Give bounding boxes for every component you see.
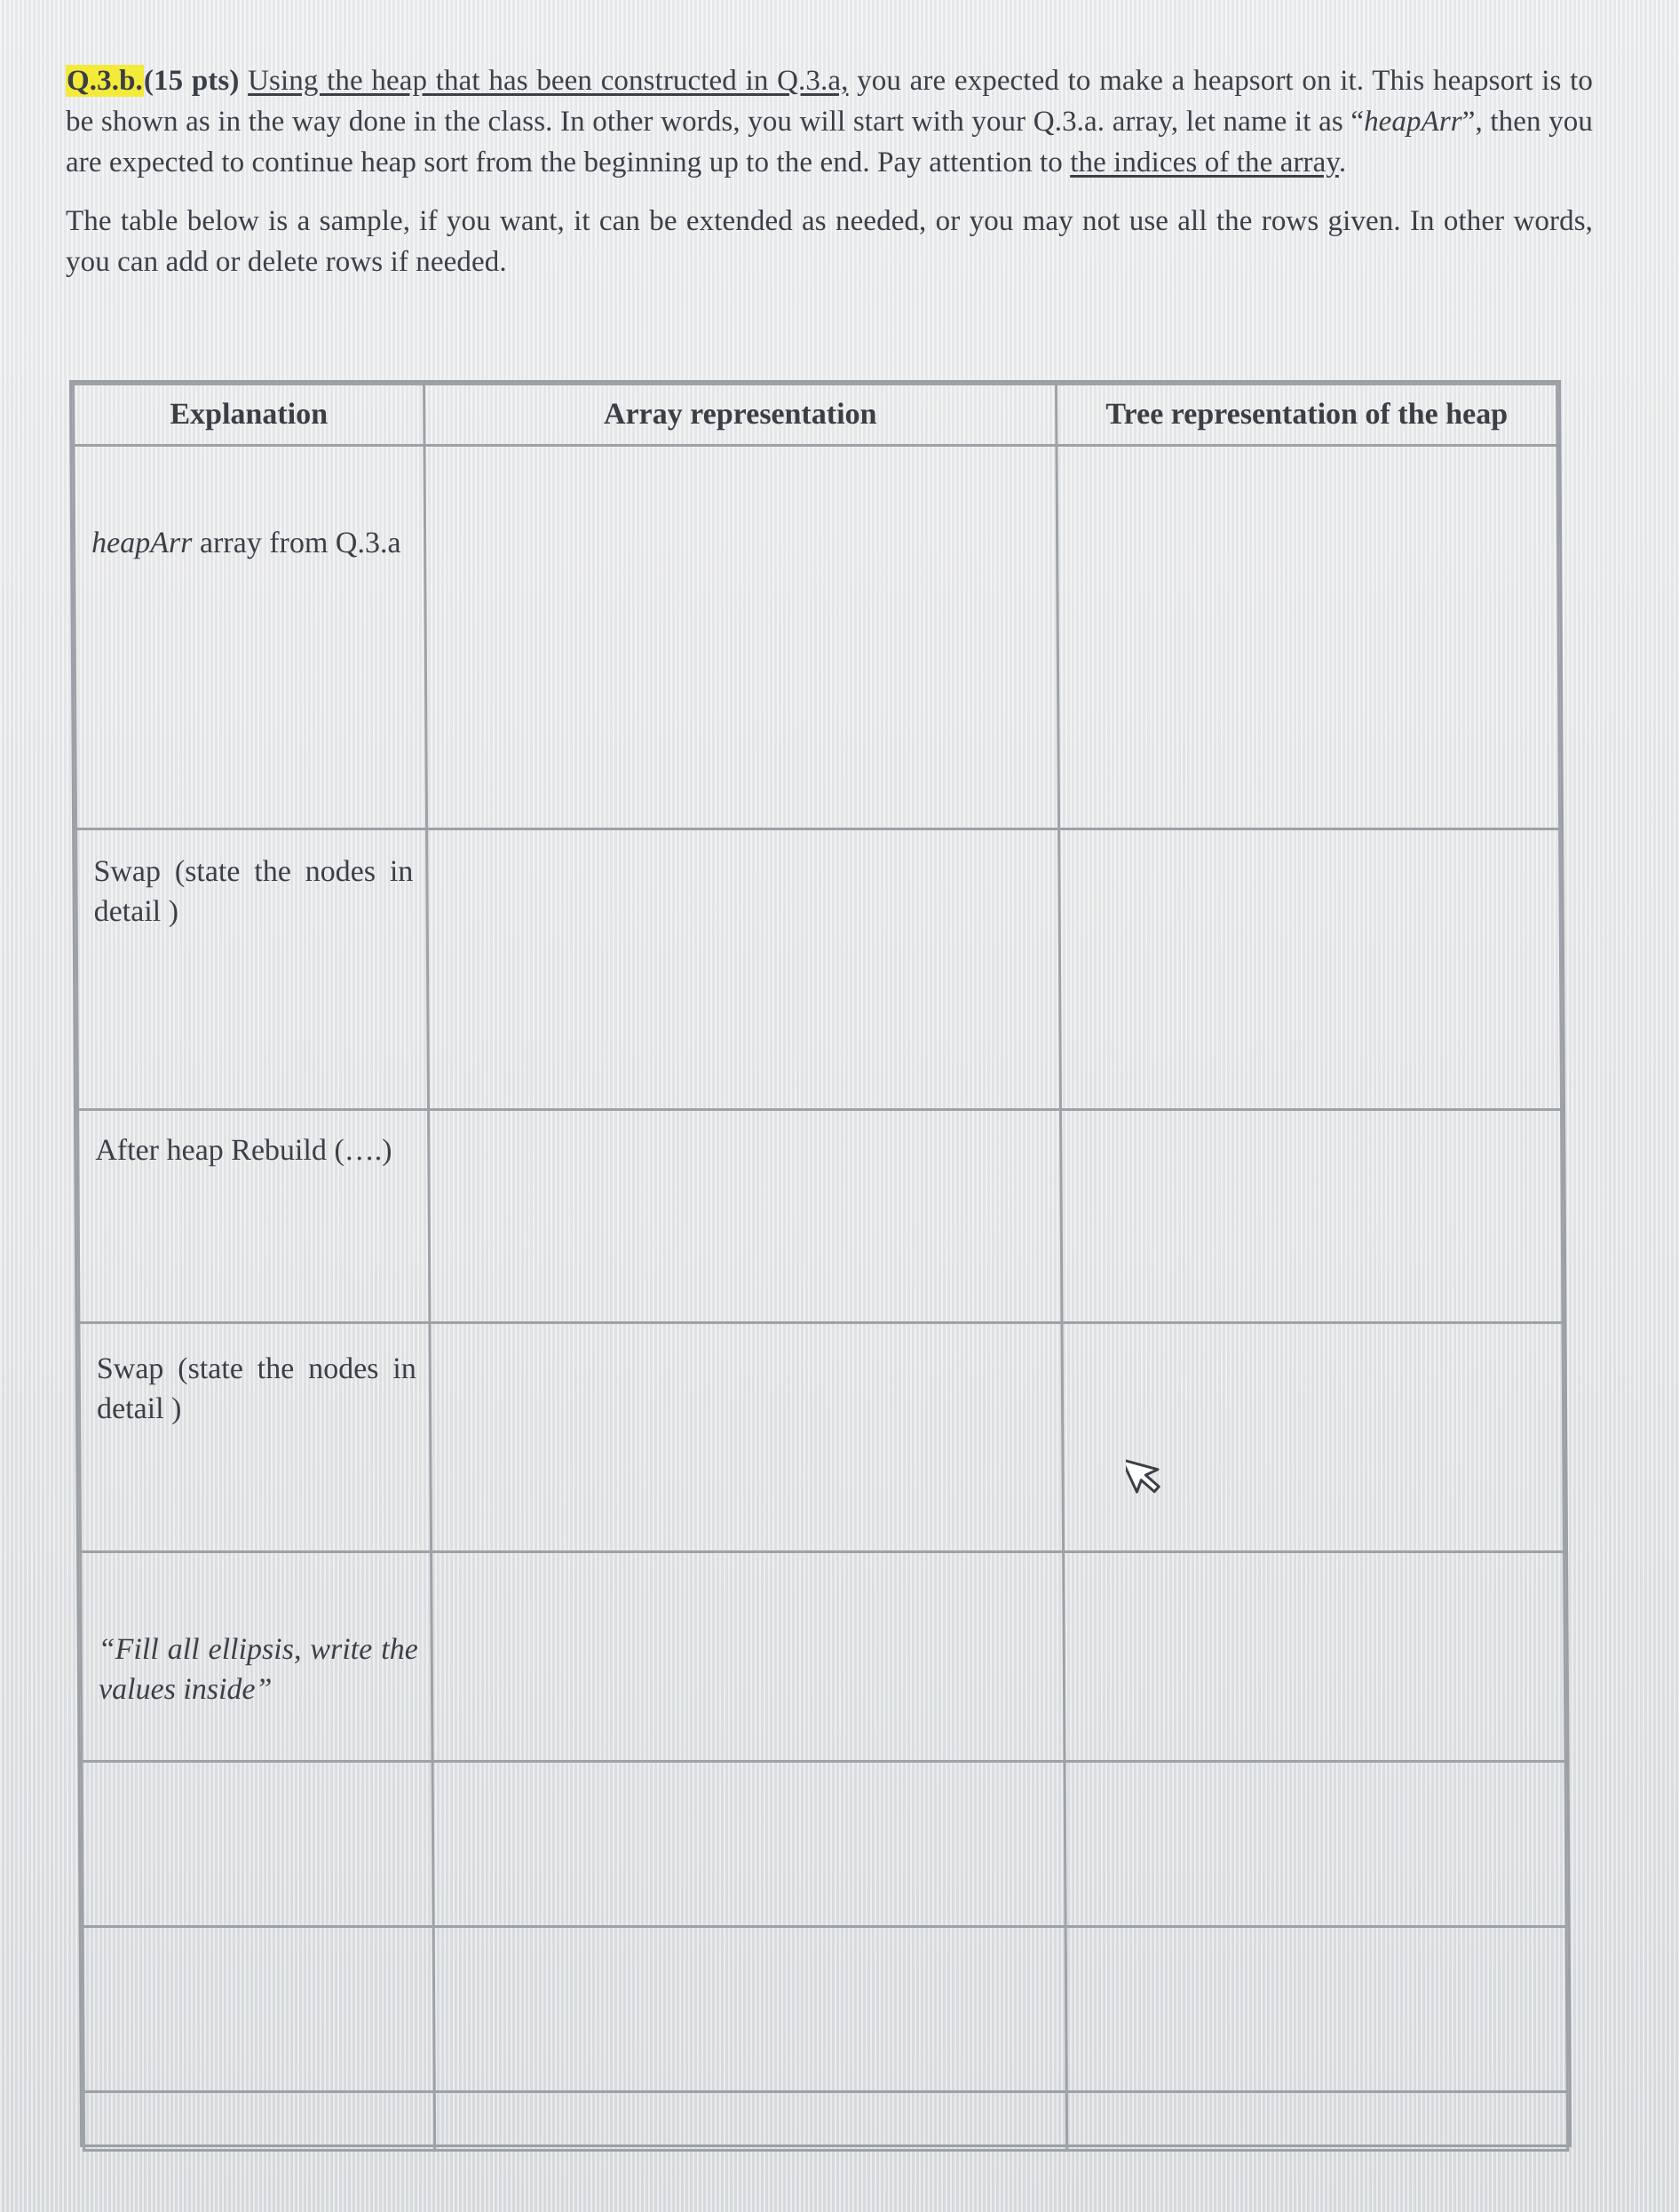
header-row	[74, 385, 1557, 446]
table-row	[74, 446, 1560, 829]
tree-cell[interactable]	[1065, 1762, 1566, 1927]
table-row	[79, 1323, 1564, 1552]
array-cell[interactable]	[429, 1110, 1062, 1323]
array-cell[interactable]	[434, 2092, 1066, 2151]
header-array-representation: Array representation	[424, 385, 1057, 446]
tree-cell[interactable]	[1062, 1323, 1564, 1552]
question-underlined-start: Using the heap that has been constructed in Q.3.a,	[248, 65, 849, 97]
explanation-text: “Fill all ellipsis, write the values inside”	[98, 1633, 418, 1706]
explanation-text: Swap (state the nodes in detail )	[96, 1352, 416, 1425]
question-text	[66, 60, 1593, 282]
table-row	[83, 1927, 1567, 2092]
array-cell[interactable]	[433, 1927, 1066, 2092]
heaparr-name: heapArr	[91, 527, 193, 559]
explanation-cell	[81, 1552, 432, 1762]
explanation-cell[interactable]	[82, 1762, 433, 1927]
explanation-rest: array from Q.3.a	[192, 527, 401, 559]
explanation-text	[75, 447, 424, 563]
tree-cell[interactable]	[1065, 1927, 1567, 2092]
question-body-cont: ”, then you are expected to continue heap sort from the beginning up to the end. Pay attention to	[66, 106, 1593, 178]
heapsort-table	[72, 383, 1569, 2152]
table-row	[76, 829, 1562, 1110]
table-row	[81, 1552, 1565, 1762]
explanation-cell[interactable]	[83, 1927, 434, 2092]
table-row	[83, 2092, 1567, 2151]
mouse-pointer-icon	[1126, 1447, 1165, 1497]
array-cell[interactable]	[424, 446, 1059, 829]
tree-cell[interactable]	[1059, 829, 1562, 1110]
question-points: (15 pts)	[143, 65, 240, 97]
table-row	[78, 1110, 1563, 1323]
explanation-cell	[76, 829, 429, 1110]
explanation-cell[interactable]	[83, 2092, 434, 2151]
explanation-text: Swap (state the nodes in detail )	[93, 855, 414, 928]
array-cell[interactable]	[430, 1323, 1064, 1552]
question-body: you are expected to make a heapsort on it. This heapsort is to be shown as in the way done in the class. In other words, you will start with your Q.3.a. array, let name it as “	[66, 65, 1593, 138]
explanation-text: After heap Rebuild (….)	[95, 1134, 392, 1167]
tree-cell[interactable]	[1064, 1552, 1565, 1762]
question-end-period: .	[1338, 147, 1347, 178]
tree-cell[interactable]	[1066, 2092, 1567, 2151]
table-note: The table below is a sample, if you want, it can be extended as needed, or you may not use all the rows given. In other words, you can add or delete rows if needed.	[66, 205, 1593, 278]
question-label: Q.3.b.	[67, 65, 143, 97]
explanation-cell	[78, 1110, 430, 1323]
array-name: heapArr	[1364, 106, 1462, 138]
explanation-cell	[79, 1323, 432, 1552]
question-underlined-end: the indices of the array	[1070, 147, 1339, 178]
explanation-cell	[74, 446, 427, 829]
header-explanation: Explanation	[74, 385, 424, 446]
tree-cell[interactable]	[1061, 1110, 1563, 1323]
array-cell[interactable]	[427, 829, 1061, 1110]
heapsort-table-frame	[69, 380, 1572, 2147]
array-cell[interactable]	[432, 1552, 1065, 1762]
tree-cell[interactable]	[1057, 446, 1560, 829]
table-row	[82, 1762, 1566, 1927]
question-paragraph	[66, 60, 1593, 183]
header-tree-representation: Tree representation of the heap	[1057, 385, 1557, 446]
array-cell[interactable]	[432, 1762, 1065, 1927]
